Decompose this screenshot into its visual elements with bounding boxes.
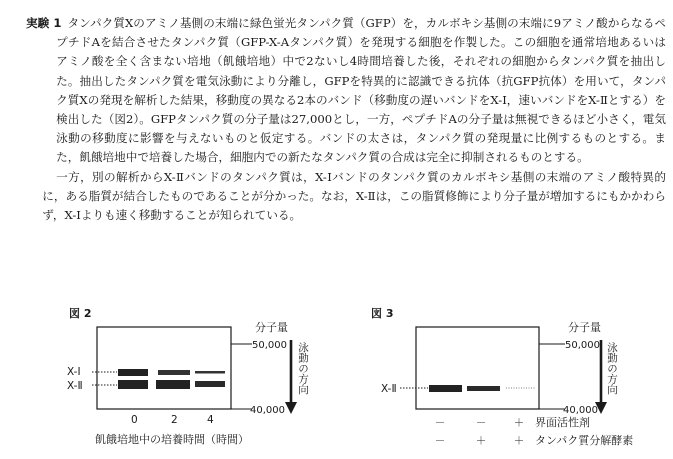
figure-2-marker-high: 50,000 xyxy=(252,340,287,351)
figure-3-row1-lane-1: － xyxy=(434,417,446,429)
figure-2-band-xii-lane-0 xyxy=(118,380,148,389)
figure-2-marker-low: 40,000 xyxy=(250,405,285,416)
figure-2-band-xii-lane-4 xyxy=(195,381,225,387)
figure-3-band-lane-1 xyxy=(429,385,462,392)
figure-3-row2-label: タンパク質分解酵素 xyxy=(535,434,634,447)
figure-3-row2-lane-2: ＋ xyxy=(475,435,487,447)
figure-3-gel xyxy=(416,327,539,409)
experiment-paragraph-2: 一方，別の解析からX-Ⅱバンドのタンパク質は，X-Ⅰバンドのタンパク質のカルボキシ基側の末端のアミノ酸特異的に，ある脂質が結合したものであることが分かった。なお，X-Ⅱは，この脂質修飾により分子量が増加するにもかかわらず，X-Ⅰよりも速く移動することが知られている。 xyxy=(42,169,666,223)
figure-3-marker-high: 50,000 xyxy=(565,340,600,351)
figure-3-marker-low: 40,000 xyxy=(563,405,598,416)
figure-3-label: 図 3 xyxy=(371,307,394,320)
figure-2-lane-0: 0 xyxy=(131,414,138,426)
figure-2-mw-heading: 分子量 xyxy=(255,321,288,334)
figure-2-band-xi-lane-4 xyxy=(195,371,225,374)
figure-2 xyxy=(67,306,309,446)
figure-2-xlabel: 飢餓培地中の培養時間（時間） xyxy=(95,433,249,446)
figure-2-band-xii-lane-2 xyxy=(156,380,190,389)
experiment-label: 実験 1 xyxy=(26,16,62,30)
figure-3-row2-lane-3: ＋ xyxy=(513,435,525,447)
figure-2-label: 図 2 xyxy=(69,307,92,320)
figure-2-band-xi-lane-0 xyxy=(118,369,148,376)
paragraph-1-text: タンパク質Xのアミノ基側の末端に緑色蛍光タンパク質（GFP）を，カルボキシ基側の末端に9アミノ酸からなるペプチドAを結合させたタンパク質（GFP-X-Aタンパク質）を発現する細胞を作製した。この細胞を通常培地あるいはアミノ酸を全く含まない培地（飢餓培地）中で2ないし4時間培養した後，それぞれの細胞からタンパク質を抽出した。抽出したタンパク質を電気泳動により分離し，GFPを特異的に認識できる抗体（抗GFP抗体）を用いて，タンパク質Xの発現を解析した結果，移動度の異なる2本のバンド（移動度の遅いバンドをX-Ⅰ，速いバンドをX-Ⅱとする）を検出した（図2）。GFPタンパク質の分子量は27,000とし，一方，ペプチドAの分子量は無視できるほど小さく，電気泳動の移動度に影響を与えないものと仮定する。バンドの太さは，タンパク質の発現量に比例するものとする。また，飢餓培地中で培養した場合，細胞内での新たなタンパク質の合成は完全に抑制されるものとする。 xyxy=(56,16,666,165)
figure-3-label-xii: X-Ⅱ xyxy=(381,383,397,395)
figure-3-band-lane-2 xyxy=(467,386,500,391)
figure-2-band-xi-lane-2 xyxy=(158,370,190,375)
figure-3-row1-lane-3: ＋ xyxy=(513,417,525,429)
figure-2-label-xii: X-Ⅱ xyxy=(67,380,83,392)
figure-3-mw-heading: 分子量 xyxy=(568,321,601,334)
figure-3-row1-lane-2: － xyxy=(475,417,487,429)
figure-3 xyxy=(371,306,633,447)
figure-2-direction-label: 泳動の方向 xyxy=(297,342,309,395)
figure-3-row2-lane-1: － xyxy=(434,435,446,447)
figure-2-label-xi: X-Ⅰ xyxy=(67,366,81,378)
figure-3-direction-label: 泳動の方向 xyxy=(606,342,618,395)
figure-2-gel xyxy=(97,327,231,409)
figure-2-lane-4: 4 xyxy=(207,414,214,426)
figure-2-lane-2: 2 xyxy=(171,414,178,426)
figure-3-row1-label: 界面活性剤 xyxy=(535,416,590,429)
figure-2-direction-arrowhead xyxy=(285,402,297,414)
